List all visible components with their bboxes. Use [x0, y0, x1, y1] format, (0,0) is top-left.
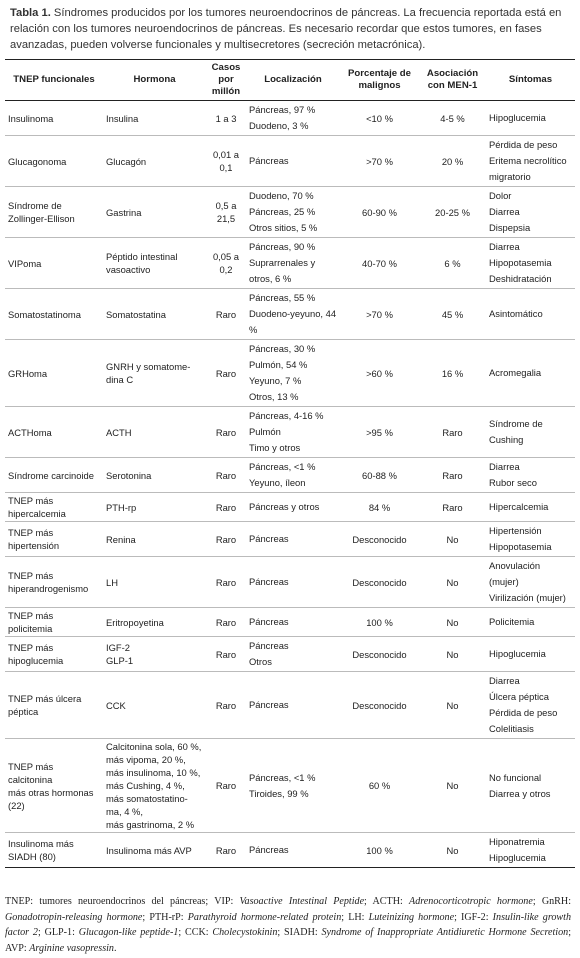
cell-casos-line: Raro [215, 469, 237, 481]
cell-hormona-line: más vipoma, 20 %, [106, 754, 186, 765]
cell-sintomas-line: Hipopotasemia [489, 541, 552, 552]
cell-localizacion-line: Páncreas [249, 699, 289, 710]
cell-sintomas-line: Deshidratación [489, 273, 552, 284]
footnote-text: ; IGF-2: [454, 911, 493, 923]
cell-casos-line: Raro [215, 616, 237, 628]
header-malignos: Porcentaje de malignos [340, 60, 419, 101]
cell-tnep-line: Síndrome carcinoide [8, 469, 94, 481]
cell-casos-line: 0,5 a [215, 200, 237, 211]
cell-localizacion [246, 739, 340, 833]
cell-localizacion [246, 608, 340, 637]
cell-tnep-line: TNEP más hipercalcemia [8, 495, 66, 519]
cell-sintomas-line: Dolor [489, 190, 512, 201]
cell-hormona-line: más gastrinoma, 2 % [106, 819, 195, 830]
cell-malignos: 60 % [340, 739, 419, 833]
table-row [5, 238, 575, 289]
cell-malignos: 60-88 % [340, 458, 419, 493]
cell-localizacion-line: Páncreas [249, 616, 289, 627]
header-men1: Asociación con MEN-1 [419, 60, 486, 101]
cell-hormona-line: Renina [106, 533, 136, 545]
cell-malignos: >70 % [340, 289, 419, 340]
cell-hormona [103, 557, 206, 608]
cell-localizacion-line: Páncreas [249, 640, 289, 651]
cell-hormona-line: Péptido intestinal vasoactivo [106, 251, 178, 275]
table-row [5, 522, 575, 557]
cell-hormona-line: PTH-rp [106, 501, 137, 513]
footnote-text: ; SIADH: [277, 927, 322, 938]
footnote-term: Arginine vasopressin [29, 942, 114, 954]
cell-localizacion-line: Duodeno, 70 % [249, 190, 314, 201]
cell-hormona-line: Gastrina [106, 206, 142, 218]
cell-hormona-line: GNRH y somatome-dina C [106, 361, 191, 385]
cell-tnep-line: más otras hormonas (22) [8, 786, 94, 811]
cell-hormona-line: más insulinoma, 10 %, [106, 767, 201, 778]
cell-tnep [5, 672, 103, 739]
cell-casos-line: 0,05 a [212, 251, 240, 262]
cell-sintomas [486, 608, 575, 637]
cell-malignos: 84 % [340, 493, 419, 522]
footnote-term: Parathyroid hormone-related protein [187, 911, 342, 923]
syndromes-table [5, 59, 575, 868]
cell-men1: No [419, 557, 486, 608]
cell-hormona-line: IGF-2 [106, 642, 130, 653]
cell-sintomas [486, 557, 575, 608]
cell-hormona [103, 101, 206, 136]
footnote-text: ; ACTH: [364, 896, 410, 907]
cell-sintomas [486, 739, 575, 833]
cell-sintomas-line: Úlcera péptica [489, 691, 549, 702]
cell-sintomas-line: Diarrea [489, 675, 520, 686]
cell-malignos: 40-70 % [340, 238, 419, 289]
footnote-text: ; GnRH: [532, 896, 572, 907]
cell-casos-line: Raro [215, 533, 237, 545]
table-row [5, 637, 575, 672]
cell-hormona [103, 458, 206, 493]
cell-localizacion-line: Páncreas, 97 % [249, 104, 316, 115]
cell-hormona-line: LH [106, 576, 118, 588]
cell-sintomas-line: Anovulación (mujer) [489, 560, 541, 587]
cell-malignos: >95 % [340, 407, 419, 458]
cell-malignos: 60-90 % [340, 187, 419, 238]
cell-casos [206, 637, 246, 672]
cell-localizacion [246, 101, 340, 136]
cell-casos [206, 608, 246, 637]
header-tnep: TNEP funcionales [5, 60, 103, 101]
footnote-term: Luteinizing hormone [368, 911, 455, 923]
cell-casos-line: Raro [215, 648, 237, 660]
cell-hormona-line: más somatostatino-ma, 4 %, [106, 793, 188, 817]
cell-tnep-line: TNEP más policitemia [8, 610, 54, 634]
table-row [5, 101, 575, 136]
cell-tnep-line: Insulinoma más SIADH (80) [8, 838, 74, 862]
cell-casos-line: Raro [215, 780, 237, 791]
table-row [5, 407, 575, 458]
table-row [5, 289, 575, 340]
cell-localizacion-line: Páncreas [249, 533, 289, 544]
cell-hormona [103, 522, 206, 557]
cell-sintomas-line: Diarrea y otros [489, 787, 551, 799]
cell-men1: 16 % [419, 340, 486, 407]
cell-hormona [103, 187, 206, 238]
cell-tnep [5, 340, 103, 407]
cell-tnep [5, 522, 103, 557]
cell-sintomas-line: Síndrome de Cushing [489, 418, 543, 445]
footnote-text: TNEP: tumores neuroendocrinos del páncreas; VIP: [5, 896, 240, 907]
cell-localizacion-line: Suprarrenales y otros, 6 % [249, 257, 316, 284]
cell-hormona [103, 493, 206, 522]
header-localizacion: Localización [246, 60, 340, 101]
cell-hormona [103, 340, 206, 407]
cell-localizacion [246, 557, 340, 608]
cell-sintomas-line: Policitemia [489, 616, 535, 627]
cell-hormona-line: Serotonina [106, 469, 152, 481]
cell-casos-line: 21,5 [216, 213, 236, 224]
cell-casos [206, 522, 246, 557]
footnote-text: ; AVP: [5, 927, 572, 954]
cell-tnep [5, 557, 103, 608]
cell-casos-line: Raro [215, 699, 237, 711]
cell-localizacion-line: Yeyuno, 7 % [249, 375, 302, 386]
cell-localizacion [246, 136, 340, 187]
cell-casos-line: 0,2 [219, 264, 233, 275]
footnote-text: ; CCK: [178, 927, 213, 938]
cell-hormona [103, 672, 206, 739]
cell-casos-line: Raro [215, 308, 237, 320]
cell-localizacion [246, 833, 340, 868]
cell-localizacion-line: Páncreas [249, 576, 289, 587]
cell-sintomas [486, 493, 575, 522]
table-row [5, 739, 575, 833]
cell-tnep [5, 187, 103, 238]
cell-hormona-line: CCK [106, 699, 126, 711]
footnote-term: Insulin-like growth factor 2 [5, 911, 572, 938]
cell-localizacion-line: Duodeno, 3 % [249, 120, 309, 131]
cell-men1: No [419, 833, 486, 868]
cell-sintomas [486, 238, 575, 289]
cell-hormona-line: Somatostatina [106, 308, 166, 320]
table-row [5, 608, 575, 637]
cell-hormona-line: Insulinoma más AVP [106, 844, 192, 856]
cell-malignos: Desconocido [340, 522, 419, 557]
cell-tnep [5, 136, 103, 187]
cell-sintomas-line: Hipopotasemia [489, 257, 552, 268]
cell-tnep-line: VIPoma [8, 257, 42, 269]
cell-casos [206, 407, 246, 458]
cell-men1: No [419, 672, 486, 739]
cell-localizacion [246, 493, 340, 522]
cell-hormona [103, 136, 206, 187]
cell-men1: No [419, 739, 486, 833]
cell-sintomas-line: Virilización (mujer) [489, 592, 566, 603]
cell-sintomas-line: Hiponatremia [489, 836, 545, 847]
cell-men1: 45 % [419, 289, 486, 340]
cell-tnep [5, 637, 103, 672]
cell-localizacion [246, 458, 340, 493]
cell-localizacion [246, 407, 340, 458]
cell-casos-line: Raro [215, 844, 237, 856]
cell-sintomas-line: Rubor seco [489, 477, 537, 488]
cell-tnep-line: Glucagonoma [8, 155, 67, 167]
cell-localizacion [246, 637, 340, 672]
table-row [5, 557, 575, 608]
cell-men1: 20-25 % [419, 187, 486, 238]
cell-tnep [5, 833, 103, 868]
table-row [5, 340, 575, 407]
cell-hormona-line: ACTH [106, 426, 132, 438]
table-row [5, 493, 575, 522]
cell-tnep [5, 289, 103, 340]
cell-men1: 6 % [419, 238, 486, 289]
cell-localizacion-line: Otros sitios, 5 % [249, 222, 318, 233]
cell-casos [206, 672, 246, 739]
cell-sintomas-line: No funcional [489, 771, 542, 783]
cell-hormona [103, 608, 206, 637]
cell-sintomas-line: Diarrea [489, 206, 520, 217]
cell-casos [206, 493, 246, 522]
cell-tnep-line: ACTHoma [8, 426, 52, 438]
cell-localizacion-line: Tiroides, 99 % [249, 787, 309, 799]
cell-malignos: >60 % [340, 340, 419, 407]
table-row [5, 458, 575, 493]
cell-tnep-line: Síndrome de Zollinger-Ellison [8, 200, 75, 224]
cell-hormona [103, 637, 206, 672]
cell-casos [206, 833, 246, 868]
cell-tnep-line: GRHoma [8, 367, 48, 379]
cell-hormona-line: Calcitonina sola, 60 %, [106, 741, 202, 752]
cell-malignos: >70 % [340, 136, 419, 187]
cell-localizacion-line: Páncreas [249, 844, 289, 855]
cell-casos-line: Raro [215, 426, 237, 438]
cell-sintomas-line: Hipertensión [489, 525, 542, 536]
header-hormona: Hormona [103, 60, 206, 101]
cell-hormona-line: Glucagón [106, 155, 147, 167]
cell-localizacion-line: Duodeno-yeyuno, 44 % [249, 308, 337, 335]
cell-tnep-line: TNEP más hiperandrogenismo [8, 570, 89, 594]
cell-localizacion-line: Pulmón [249, 426, 281, 437]
cell-sintomas-line: Diarrea [489, 461, 520, 472]
table-row [5, 136, 575, 187]
syndromes-table-container [5, 59, 575, 868]
cell-tnep-line: TNEP más hipoglucemia [8, 642, 64, 666]
cell-sintomas [486, 340, 575, 407]
table-row [5, 187, 575, 238]
cell-hormona [103, 289, 206, 340]
cell-localizacion-line: Páncreas, 30 % [249, 343, 316, 354]
cell-tnep-line: TNEP más hipertensión [8, 527, 60, 551]
footnote-term: Vasoactive Intestinal Peptide [239, 896, 365, 907]
cell-localizacion-line: Páncreas, 55 % [249, 292, 316, 303]
footnote-text: . [113, 942, 117, 954]
cell-sintomas-line: Colelitiasis [489, 723, 534, 734]
cell-localizacion-line: Timo y otros [249, 442, 301, 453]
cell-hormona-line: GLP-1 [106, 655, 134, 666]
cell-casos-line: Raro [215, 367, 237, 379]
cell-tnep-line: Insulinoma [8, 112, 54, 124]
cell-casos-line: Raro [215, 501, 237, 513]
cell-men1: No [419, 637, 486, 672]
footnote-term: Syndrome of Inappropriate Antidiuretic Hormone Secretion [321, 927, 569, 938]
cell-casos-line: 1 a 3 [215, 112, 237, 124]
cell-men1: Raro [419, 493, 486, 522]
cell-casos [206, 340, 246, 407]
cell-localizacion-line: Páncreas y otros [249, 501, 320, 512]
cell-sintomas [486, 407, 575, 458]
header-sintomas: Síntomas [486, 60, 575, 101]
cell-localizacion [246, 238, 340, 289]
cell-casos-line: 0,1 [219, 162, 233, 173]
cell-sintomas-line: Pérdida de peso [489, 707, 558, 718]
cell-casos [206, 458, 246, 493]
cell-sintomas-line: Pérdida de peso [489, 139, 558, 150]
cell-localizacion [246, 289, 340, 340]
footnote-text: ; PTH-rP: [142, 911, 188, 923]
cell-tnep [5, 739, 103, 833]
table-row [5, 833, 575, 868]
cell-localizacion-line: Páncreas [249, 155, 289, 166]
cell-casos [206, 557, 246, 608]
cell-casos-line: 0,01 a [212, 149, 240, 160]
footnote-term: Glucagon-like peptide-1 [78, 927, 179, 938]
cell-tnep-line: TNEP más úlcera péptica [8, 693, 82, 717]
cell-casos [206, 238, 246, 289]
cell-sintomas-line: Hipoglucemia [489, 648, 546, 659]
cell-tnep [5, 238, 103, 289]
cell-casos [206, 136, 246, 187]
cell-localizacion-line: Páncreas, <1 % [249, 461, 316, 472]
cell-localizacion [246, 340, 340, 407]
cell-sintomas-line: Diarrea [489, 241, 520, 252]
cell-localizacion [246, 672, 340, 739]
cell-tnep [5, 101, 103, 136]
cell-sintomas-line: Dispepsia [489, 222, 531, 233]
cell-casos [206, 289, 246, 340]
cell-hormona [103, 739, 206, 833]
cell-tnep [5, 458, 103, 493]
cell-hormona [103, 833, 206, 868]
footnote-term: Cholecystokinin [212, 927, 278, 938]
cell-malignos: <10 % [340, 101, 419, 136]
cell-hormona-line: más Cushing, 4 %, [106, 780, 185, 791]
table-header-row [5, 60, 575, 101]
cell-localizacion-line: Páncreas, 4-16 % [249, 410, 324, 421]
cell-men1: No [419, 522, 486, 557]
cell-tnep [5, 493, 103, 522]
cell-men1: 20 % [419, 136, 486, 187]
cell-malignos: Desconocido [340, 672, 419, 739]
cell-tnep [5, 407, 103, 458]
table-footnote [5, 894, 571, 956]
cell-sintomas-line: Hipoglucemia [489, 112, 546, 123]
cell-malignos: 100 % [340, 608, 419, 637]
cell-localizacion-line: Yeyuno, íleon [249, 477, 306, 488]
cell-tnep-line: Somatostatinoma [8, 308, 81, 320]
cell-localizacion-line: Otros [249, 656, 272, 667]
cell-sintomas-line: Eritema necrolítico migratorio [489, 155, 567, 182]
cell-sintomas [486, 522, 575, 557]
cell-tnep-line: TNEP más calcitonina [8, 760, 54, 785]
cell-men1: No [419, 608, 486, 637]
cell-malignos: Desconocido [340, 557, 419, 608]
cell-localizacion-line: Páncreas, <1 % [249, 771, 316, 783]
cell-localizacion [246, 187, 340, 238]
table-body [5, 101, 575, 868]
cell-casos [206, 739, 246, 833]
footnote-text: ; GLP-1: [37, 927, 79, 938]
cell-tnep [5, 608, 103, 637]
cell-sintomas [486, 101, 575, 136]
cell-localizacion [246, 522, 340, 557]
cell-localizacion-line: Otros, 13 % [249, 391, 299, 402]
cell-casos [206, 101, 246, 136]
cell-casos-line: Raro [215, 576, 237, 588]
cell-sintomas [486, 672, 575, 739]
cell-hormona-line: Eritropoyetina [106, 616, 164, 628]
cell-sintomas [486, 833, 575, 868]
cell-hormona [103, 238, 206, 289]
cell-hormona [103, 407, 206, 458]
cell-hormona-line: Insulina [106, 112, 139, 124]
cell-sintomas-line: Acromegalia [489, 367, 542, 378]
cell-casos [206, 187, 246, 238]
header-casos: Casos por millón [206, 60, 246, 101]
footnote-term: Adrenocorticotropic hormone [409, 896, 533, 907]
cell-sintomas-line: Hipoglucemia [489, 852, 546, 863]
cell-sintomas [486, 289, 575, 340]
cell-localizacion-line: Páncreas, 25 % [249, 206, 316, 217]
table-caption [10, 5, 572, 53]
cell-men1: 4-5 % [419, 101, 486, 136]
caption-label: Tabla 1. [10, 7, 51, 19]
cell-sintomas [486, 136, 575, 187]
cell-localizacion-line: Pulmón, 54 % [249, 359, 308, 370]
footnote-term: Gonadotropin-releasing hormone [5, 911, 143, 923]
cell-malignos: Desconocido [340, 637, 419, 672]
cell-sintomas [486, 187, 575, 238]
cell-malignos: 100 % [340, 833, 419, 868]
cell-sintomas [486, 458, 575, 493]
cell-localizacion-line: Páncreas, 90 % [249, 241, 316, 252]
footnote-text: ; LH: [341, 911, 369, 923]
cell-sintomas [486, 637, 575, 672]
caption-text: Síndromes producidos por los tumores neuroendocrinos de páncreas. La frecuencia reportada está en relación con los tumores neuroendocrinos de páncreas. Es necesario recordar que estos tumores, en fases avanzadas, pueden volverse funcionales y multisecretores (secreción metacrónica). [10, 7, 562, 51]
cell-men1: Raro [419, 458, 486, 493]
cell-sintomas-line: Asintomático [489, 308, 543, 319]
table-row [5, 672, 575, 739]
cell-sintomas-line: Hipercalcemia [489, 501, 549, 512]
cell-men1: Raro [419, 407, 486, 458]
